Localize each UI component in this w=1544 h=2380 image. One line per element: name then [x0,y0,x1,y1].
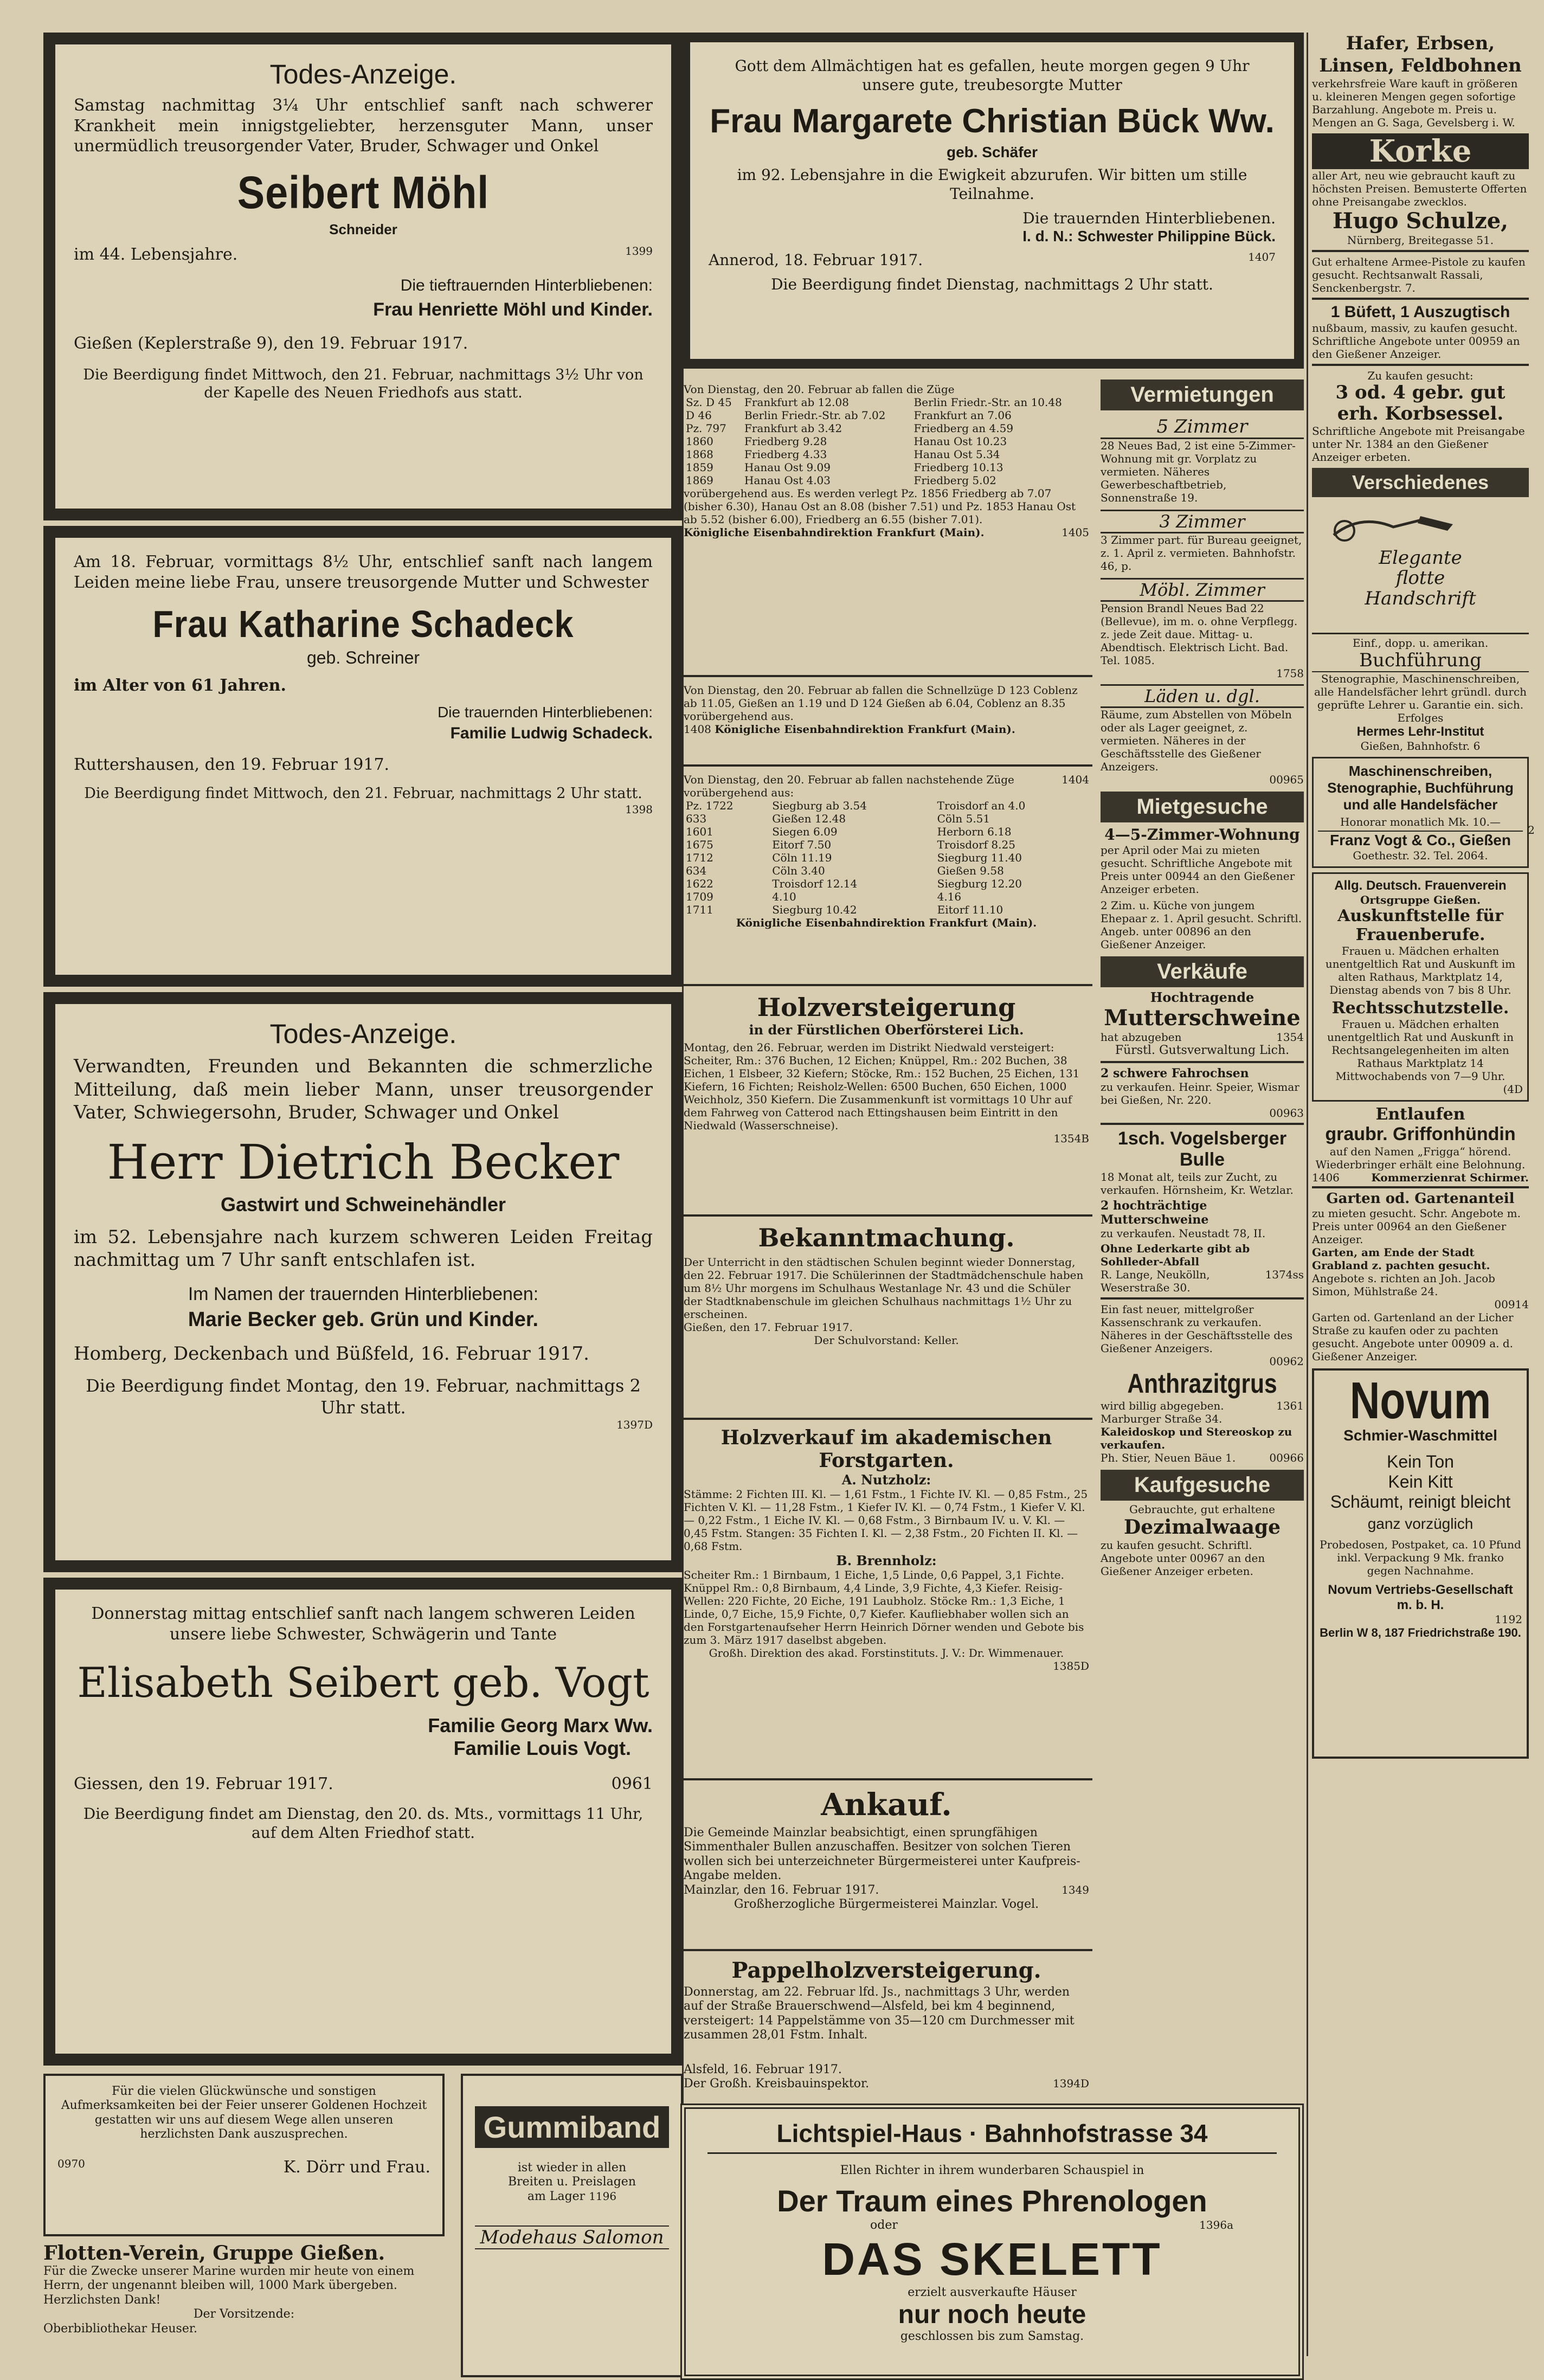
ad-name: Hugo Schulze, [1332,208,1509,234]
notice-intro: Von Dienstag, den 20. Februar ab fallen nachstehende Züge vorübergehend aus: [684,773,1014,799]
ad-heading: Auskunftstelle für Frauenberufe. [1337,906,1503,945]
ad-text: Breiten u. Preislagen [507,2175,636,2189]
ad-name: Hermes Lehr-Institut [1356,724,1484,739]
ad-text: Pension Brandl Neues Bad 22 (Bellevue), im m. o. ohne Verpflegg. z. jede Zeit daue. Mittag- u. Abendtisch. Elektrisch Licht. Bad. Tel. 1085. [1101,602,1298,667]
ad-title: graubr. Griffonhündin [1325,1124,1516,1145]
notice-sign: Königliche Eisenbahndirektion Frankfurt (Main). [684,526,985,539]
divider [1101,1297,1304,1300]
ad-code: 2 [1528,823,1535,837]
obituary-name: Elisabeth Seibert geb. Vogt [77,1658,649,1707]
ad-code: 1349 [1062,1883,1089,1896]
table-row: 1601 Siegen 6.09 Herborn 6.18 [686,825,1012,838]
table-row: 1868 Friedberg 4.33 Hanau Ost 5.34 [686,448,1000,461]
ad-title: Möbl. Zimmer [1101,578,1304,602]
ad-title: Garten od. Gartenanteil [1326,1191,1515,1207]
ad-code: 1361 [1276,1399,1304,1413]
notice-text: Der Unterricht in den städtischen Schulen beginnt wieder Donnerstag, den 22. Februar 1917. Die Schülerinnen der Stadtmädchenschule haben um 8½ Uhr morgens im Schulhaus Westanlage Nr. 43 und die Schüler der Stadtknabenschule im gleichen Schulhaus nachmittags 1½ Uhr zu erscheinen. [684,1256,1084,1321]
table-row: 1709 4.10 4.16 [686,890,962,903]
ad-text: Probedosen, Postpaket, ca. 10 Pfund inkl. Verpackung 9 Mk. franko gegen Nachnahme. [1320,1538,1521,1578]
ad-text: Neues Bad, 2 ist eine 5-Zimmer-Wohnung mit gr. Vorplatz zu vermieten. Näheres Gewerbeschaftbetrieb, Sonnenstraße 19. [1101,439,1296,504]
ad-text: Ein fast neuer, mittelgroßer Kassenschrank zu verkaufen. Näheres in der Geschäftsstelle des Gießener Anzeigers. [1101,1303,1293,1355]
ad-code: 1354 [1276,1031,1304,1044]
ad-text: Gut erhaltene Armee-Pistole zu kaufen gesucht. Rechtsanwalt Rassali, Senckenbergstr. 7. [1312,255,1526,294]
notice-sign: Großherzogliche Bürgermeisterei Mainzlar. Vogel. [734,1897,1039,1911]
obituary-age: im 44. Lebensjahre. [74,245,238,264]
ad-code: 0970 [57,2157,85,2170]
ad-title: 1 Büfett, 1 Auszugtisch [1330,303,1510,321]
ad-code: 1399 [625,244,653,258]
ad-novum [1312,1368,1529,1759]
ad-sub: Schmier-Waschmittel [1343,1427,1497,1444]
ad-code: 00965 [1269,773,1304,786]
mourners-intro: Die tieftrauernden Hinterbliebenen: [400,276,653,294]
mourners-intro: Die trauernden Hinterbliebenen: [438,703,653,721]
ad-text: Garten od. Gartenland an der Licher Straße zu kaufen oder zu pachten gesucht. Angebote unter 00909 a. d. Gießener Anzeiger. [1312,1311,1514,1363]
ad-text: Honorar monatlich Mk. 10.— [1340,815,1501,829]
notice-sign: Der Vorsitzende: [193,2307,295,2321]
section-kaufgesuche: Kaufgesuche [1101,1470,1304,1501]
section-mietgesuche: Mietgesuche [1101,792,1304,822]
mourners-intro: Im Namen der trauernden Hinterbliebenen: [188,1283,539,1304]
ad-title: 2 hochträchtige Mutterschweine [1101,1199,1209,1227]
mourners-intro: Die trauernden Hinterbliebenen. [1022,209,1276,227]
notice-text: Die Gemeinde Mainzlar beabsichtigt, einen sprungfähigen Simmenthaler Bullen anzuschaffen. Besitzer von solchen Tieren wollen sich bei unterzeichneter Bürgermeisterei unter Kaufpreis-Angabe melden. [684,1826,1080,1883]
section-verkaeufe: Verkäufe [1101,956,1304,987]
divider [1312,298,1529,300]
column-rule [1307,33,1308,2356]
table-row: 1712 Cöln 11.19 Siegburg 11.40 [686,851,1022,864]
ad-place: Gießen, Bahnhofstr. 6 [1360,739,1481,752]
notice-sign: Großh. Direktion des akad. Forstinstituts. J. V.: Dr. Wimmenauer. [709,1646,1064,1659]
ad-text: 18 Monat alt, teils zur Zucht, zu verkaufen. Hörnsheim, Kr. Wetzlar. [1101,1170,1294,1197]
notice-sign: Der Schulvorstand: Keller. [814,1334,959,1347]
divider [1312,250,1529,252]
obituary-schadeck [43,526,683,987]
ad-name: Kommerzienrat Schirmer. [1371,1171,1529,1185]
ad-text: am Lager [527,2189,586,2203]
obituary-age: im Alter von 61 Jahren. [74,676,286,695]
notice-date: Gießen, den 17. Februar 1917. [684,1321,853,1334]
ad-code: 1405 [1062,526,1089,539]
ad-code: 1397D [616,1418,653,1431]
ad-place: Nürnberg, Breitegasse 51. [1347,233,1494,247]
ad-title: 5 Zimmer [1101,416,1304,439]
obituary-vogt [43,1578,683,2066]
ad-text: 3 Zimmer part. für Bureau geeignet, z. 1. April z. vermieten. Bahnhofstr. 46, p. [1101,533,1302,573]
column-notices [680,33,1304,2356]
notice-intro: Von Dienstag, den 20. Februar ab fallen die Züge [684,383,955,396]
notice-name: K. Dörr und Frau. [283,2157,430,2177]
ad-text: Kaleidoskop und Stereoskop zu verkaufen. [1101,1425,1292,1452]
ad-text: geschlossen bis zum Samstag. [900,2330,1084,2344]
ad-company: Novum Vertriebs-Gesellschaft m. b. H. [1328,1583,1513,1613]
timetable [684,396,1089,487]
ad-text: zu verkaufen. Neustadt 78, II. [1101,1227,1266,1240]
mourners: Familie Louis Vogt. [453,1737,631,1759]
ad-code: 1394D [1053,2077,1089,2090]
ad-text: zu kaufen gesucht. Schriftl. Angebote unter 00967 an den Gießener Anzeiger erbeten. [1101,1539,1265,1578]
obituary-text: Samstag nachmittag 3¼ Uhr entschlief sanft nach schwerer Krankheit mein innigstgeliebter, herzensguter Mann, unser unermüdlich treusorgender Vater, Bruder, Schwager und Onkel [74,96,653,156]
table-row: D 46 Berlin Friedr.-Str. ab 7.02 Frankfurt an 7.06 [686,409,1012,422]
notice-text: Donnerstag, am 22. Februar lfd. Js., nachmittags 3 Uhr, werden auf der Straße Brauerschwend—Alsfeld, bei km 4 beginnend, versteigert: 14 Pappelstämme von 35—120 cm Durchmesser mit zusammen 28,01 Fstm. Inhalt. [684,1985,1075,2042]
ad-title: Garten, am Ende der Stadt Grabland z. pachten gesucht. [1312,1246,1490,1272]
table-row: 1622 Troisdorf 12.14 Siegburg 12.20 [686,877,1022,890]
ad-text: aller Art, neu wie gebraucht kauft zu höchsten Preisen. Bemusterte Offerten ohne Preisangabe zwecklos. [1312,169,1527,208]
obituary-text: Gott dem Allmächtigen hat es gefallen, heute morgen gegen 9 Uhr unsere gute, treubesorgte Mutter [735,57,1250,94]
ad-film: DAS SKELETT [822,2233,1162,2285]
obituary-text: Am 18. Februar, vormittags 8½ Uhr, entschlief sanft nach langem Leiden meine liebe Frau, unsere treusorgende Mutter und Schwester [74,552,653,592]
divider [680,1949,1092,1951]
obituary-occupation: Gastwirt und Schweinehändler [220,1193,506,1215]
obituary-born: geb. Schäfer [946,144,1038,160]
ad-addr: R. Lange, Neukölln, Weserstraße 30. [1101,1268,1210,1295]
ad-code: 00914 [1494,1298,1529,1311]
obituary-text-2: im 52. Lebensjahre nach kurzem schweren Leiden Freitag nachmittag um 7 Uhr sanft entschlafen ist. [74,1226,653,1271]
obituary-name: Frau Katharine Schadeck [152,603,574,645]
notice-ankauf [680,1784,1092,1946]
ad-code: 00962 [1269,1355,1304,1368]
ad-code: 1407 [1248,250,1276,263]
ad-code: 1406 [1312,1171,1340,1185]
ad-addr: Berlin W 8, 187 Friedrichstraße 190. [1320,1626,1521,1640]
divider [680,1418,1092,1420]
ad-intro: Gebrauchte, gut erhaltene [1129,1503,1275,1516]
section-vermietungen: Vermietungen [1101,379,1304,410]
notice-rail-1 [680,379,1092,672]
notice-date: Mainzlar, den 16. Februar 1917. [684,1883,879,1897]
table-row: Pz. 797 Frankfurt ab 3.42 Friedberg an 4.59 [686,422,1014,435]
table-row: 634 Cöln 3.40 Gießen 9.58 [686,864,1004,877]
ad-heading: Rechtsschutzstelle. [1331,999,1509,1018]
obituary-name: Seibert Möhl [237,166,490,218]
obituary-moehl [43,33,683,520]
divider [1312,364,1529,366]
divider [680,1778,1092,1780]
ad-text: zu verkaufen. Heinr. Speier, Wismar bei Gießen, Nr. 220. [1101,1080,1299,1107]
obituary-text-2: im 92. Lebensjahre in die Ewigkeit abzurufen. Wir bitten um stille Teilnahme. [737,166,1247,203]
notice-sign: Der Großh. Kreisbauinspektor. [684,2077,870,2091]
obituary-born: geb. Schreiner [306,648,420,667]
ad-text: hat abzugeben [1101,1031,1182,1044]
ad-code: 1408 [684,723,711,736]
obituary-becker [43,992,683,1572]
ad-text: per April oder Mai zu mieten gesucht. Schriftliche Angebote mit Preis unter 00944 an den Gießener Anzeiger erbeten. [1101,844,1295,896]
column-classifieds [1312,33,1535,2356]
ad-text: 2 Zim. u. Küche von jungem Ehepaar z. 1. April gesucht. Schriftl. Angeb. unter 00896 an den Gießener Anzeiger. [1101,899,1302,951]
notice-flotten [43,2242,445,2377]
ad-intro: Zu kaufen gesucht: [1367,369,1474,382]
notice-title: Pappelholzversteigerung. [731,1958,1041,1983]
ad-text: verkehrsfreie Ware kauft in größeren u. kleineren Mengen gegen sofortige Barzahlung. Angebote m. Preis u. Mengen an G. Saga, Gevelsberg i. W. [1312,76,1518,129]
obituary-name: Herr Dietrich Becker [107,1134,620,1190]
notice-date: Alsfeld, 16. Februar 1917. [684,2063,842,2076]
ad-text: auf den Namen „Frigga“ hörend. Wiederbringer erhält eine Belohnung. [1315,1145,1526,1172]
mourners: Marie Becker geb. Grün und Kinder. [188,1308,539,1331]
ad-text: erzielt ausverkaufte Häuser [908,2285,1077,2299]
mourners: Frau Henriette Möhl und Kinder. [373,299,653,320]
ad-text: Angebote s. richten an Joh. Jacob Simon, Mühlstraße 24. [1312,1272,1495,1298]
ad-text: Ohne Lederkarte gibt ab Sohlleder-Abfall [1101,1242,1250,1269]
notice-rail-2 [680,680,1092,762]
ad-text: Ellen Richter in ihrem wunderbaren Schauspiel in [840,2164,1144,2177]
ad-title: 2 schwere Fahrochsen [1101,1066,1249,1081]
ad-title: Novum [1349,1372,1491,1430]
divider [680,1214,1092,1217]
ad-code: (4D [1503,1083,1523,1096]
table-row: 1859 Hanau Ost 9.09 Friedberg 10.13 [686,461,1003,474]
funeral-note: Die Beerdigung findet Dienstag, nachmittags 2 Uhr statt. [771,275,1213,293]
ad-code: 00966 [1269,1451,1304,1465]
ad-film: Der Traum eines Phrenologen [777,2184,1207,2218]
notice-bekannt [680,1220,1092,1415]
notice-rail-3 [680,770,1092,981]
place-date: Ruttershausen, den 19. Februar 1917. [74,755,390,774]
ad-code: 1398 [625,802,653,816]
ad-text: Elegante [1379,546,1462,569]
obituary-heading: Todes-Anzeige. [269,1019,457,1049]
ad-title: Mutterschweine [1104,1005,1301,1031]
ad-code: 1385D [1053,1659,1089,1673]
ad-title: 1sch. Vogelsberger Bulle [1117,1128,1287,1170]
mourners: Familie Georg Marx Ww. [428,1714,653,1736]
ad-intro: Hochtragende [1150,989,1254,1005]
official-notices [680,379,1092,2060]
ad-title: Dezimalwaage [1123,1516,1281,1539]
divider [1101,1061,1304,1063]
obituary-heading: Todes-Anzeige. [269,59,457,89]
notice-pappel [680,1954,1092,2060]
ad-text: Einf., dopp. u. amerikan. [1352,636,1489,649]
notice-doerr [43,2074,445,2236]
ad-text: flotte [1395,567,1445,589]
table-row: 1711 Siegburg 10.42 Eitorf 11.10 [686,903,1003,916]
ad-code: 1758 [1276,667,1304,680]
ad-code: 28 [1101,439,1115,452]
notice-sign: Königliche Eisenbahndirektion Frankfurt (Main). [715,723,1015,736]
ad-sign: Ph. Stier, Neuen Bäue 1. [1101,1451,1236,1465]
ad-title: Allg. Deutsch. Frauenverein [1334,878,1507,893]
ad-text: Stenographie, Maschinenschreiben, alle Handelsfächer lehrt gründl. durch geprüfte Lehrer u. Garantie ein. sich. Erfolges [1314,672,1527,724]
notice-sub: B. Brennholz: [836,1553,937,1568]
notice-text: Von Dienstag, den 20. Februar ab fallen die Schnellzüge D 123 Coblenz ab 11.05, Gießen an 1.19 und D 124 Gießen ab 6.04, Coblenz an 8.35 vorübergehend aus. [684,684,1078,723]
notice-sub: A. Nutzholz: [841,1472,931,1488]
ad-vogt-schule [1312,757,1535,869]
place-date: Giessen, den 19. Februar 1917. [74,1774,333,1793]
ad-text: ist wieder in allen [517,2161,627,2175]
notice-title: Bekanntmachung. [758,1223,1015,1252]
place-date: Homberg, Deckenbach und Büßfeld, 16. Februar 1917. [74,1342,589,1365]
ad-addr: Goethestr. 32. Tel. 2064. [1353,849,1488,863]
divider [680,675,1092,677]
ad-text: zu mieten gesucht. Schr. Angebote m. Preis unter 00964 an den Gießener Anzeiger. [1312,1207,1521,1246]
ad-sign: Fürstl. Gutsverwaltung Lich. [1115,1044,1290,1057]
ad-code: 1196 [589,2189,617,2203]
ad-gummiband [461,2074,683,2377]
obituary-name: Frau Margarete Christian Bück Ww. [710,102,1275,140]
place-date: Gießen (Keplerstraße 9), den 19. Februar 1917. [74,334,468,353]
ad-text: Kein Kitt [1388,1472,1453,1492]
obituary-text: Verwandten, Freunden und Bekannten die schmerzliche Mitteilung, daß mein lieber Mann, unser treusorgender Vater, Schwiegersohn, Bruder, Schwager und Onkel [74,1056,653,1123]
divider [1101,1123,1304,1125]
ad-title: Gummiband [475,2106,669,2148]
ad-handschrift [1312,497,1529,634]
ad-title: 3 od. 4 gebr. gut erh. Korbsessel. [1335,381,1506,424]
pen-hand-icon [1312,497,1529,546]
notice-text: Scheiter Rm.: 1 Birnbaum, 1 Eiche, 1,5 Linde, 0,6 Pappel, 3,1 Fichte. Knüppel Rm.: 0,8 Birnbaum, 4,4 Linde, 3,9 Fichte, 4,3 Kiefer. Reisig-Wellen: 220 Fichte, 20 Eiche, 191 Laubholz. Stöcke Rm.: 1,3 Eiche, 1 Linde, 0,7 Eiche, 15,9 Fichte, 0,7 Kiefer. Kaufliebhaber wollen sich an den Forstgartenaufseher Herrn Heinrich Dörner wenden und Gebote bis zum 3. März 1917 daselbst abgeben. [684,1568,1084,1646]
mourners: I. d. N.: Schwester Philippine Bück. [1022,228,1276,245]
table-row: 1860 Friedberg 9.28 Hanau Ost 10.23 [686,435,1007,448]
notice-holz-2 [680,1423,1092,1776]
ad-title: Läden u. dgl. [1101,684,1304,708]
divider [680,984,1092,986]
notice-sign: Königliche Eisenbahndirektion Frankfurt (Main). [736,916,1037,929]
notice-holz-1 [680,989,1092,1212]
ad-code: 1192 [1495,1613,1522,1626]
funeral-note: Die Beerdigung findet Montag, den 19. Februar, nachmittags 2 Uhr statt. [86,1375,641,1418]
ad-text: Räume, zum Abstellen von Möbeln oder als Lager geeignet, z. vermieten. Näheres in der Geschäftsstelle des Gießener Anzeigers. [1101,708,1292,773]
ad-text: Kein Ton [1387,1452,1454,1472]
funeral-note: Die Beerdigung findet Mittwoch, den 21. Februar, nachmittags 2 Uhr statt. [84,785,642,802]
table-row: 1675 Eitorf 7.50 Troisdorf 8.25 [686,838,1015,851]
notice-sign: Oberbibliothekar Heuser. [43,2321,197,2336]
notice-text: Stämme: 2 Fichten III. Kl. — 1,61 Fstm., 1 Fichte IV. Kl. — 0,85 Fstm., 25 Fichten V. Kl. — 11,28 Fstm., 1 Kiefer IV. Kl. — 0,74 Fstm., 1 Kiefer V. Kl. — 0,22 Fstm., 1 Eiche IV. Kl. — 0,68 Fstm., 3 Birnbaum IV. u. V. Kl. — 0,45 Fstm. Stangen: 35 Fichten I. Kl. — 2,38 Fstm., 20 Fichten II. Kl. — 0,68 Fstm. [684,1488,1088,1553]
funeral-note: Die Beerdigung findet am Dienstag, den 20. ds. Mts., vormittags 11 Uhr, auf dem Alten Friedhof statt. [83,1804,644,1842]
ad-title: 4—5-Zimmer-Wohnung [1104,826,1300,844]
ad-text: nußbaum, massiv, zu kaufen gesucht. Schriftliche Angebote unter 00959 an den Gießener Anzeiger. [1312,321,1520,361]
notice-text: Montag, den 26. Februar, werden im Distrikt Niedwald versteigert: Scheiter, Rm.: 376 Buchen, 12 Eichen; Knüppel, Rm.: 202 Buchen, 38 Eichen, 1 Elsbeer, 32 Kiefern; Stöcke, Rm.: 152 Buchen, 25 Eichen, 131 Kiefern, 16 Fichten; Reisholz-Wellen: 6500 Buchen, 650 Eichen, 1000 Weichholz, 350 Kiefern. Die Zusammenkunft ist vormittags 10 Uhr auf dem Fahrweg von Catterod nach Ettingshausen beim Eintritt in den Niedwald (Wasserschneise). [684,1041,1080,1132]
table-row: 633 Gießen 12.48 Cöln 5.51 [686,812,990,825]
ad-text: Schäumt, reinigt bleicht [1330,1492,1511,1512]
ad-title: Hafer, Erbsen, Linsen, Feldbohnen [1319,33,1522,76]
ad-name: Franz Vogt & Co., Gießen [1318,831,1523,849]
notice-text: vorübergehend aus. Es werden verlegt Pz. 1856 Friedberg ab 7.07 (bisher 6.30), Hanau Ost an 8.08 (bisher 7.51) und Pz. 1853 Hanau Ost ab 5.52 (bisher 6.00), Friedberg an 6.55 (bisher 7.01). [684,487,1076,526]
ad-cinema [680,2104,1304,2380]
ad-text: wird billig abgegeben. Marburger Straße 34. [1101,1399,1224,1426]
notice-pappel-footer [680,2063,1092,2101]
notice-title: Holzversteigerung [757,993,1016,1022]
ad-title: Entlaufen [1375,1105,1465,1124]
obituary-bueck [680,33,1304,369]
notice-text: Für die vielen Glückwünsche und sonstigen Aufmerksamkeiten bei der Feier unserer Goldenen Hochzeit gestatten wir uns auf diesem Wege allen unseren herzlichsten Dank auszusprechen. [61,2085,427,2141]
ad-title: Buchführung [1312,649,1529,672]
timetable [684,799,1089,916]
ad-text: oder [870,2218,898,2233]
obituary-occupation: Schneider [329,221,397,237]
table-row: Pz. 1722 Siegburg ab 3.54 Troisdorf an 4.0 [686,799,1026,812]
notice-title: Holzverkauf im akademischen Forstgarten. [720,1426,1052,1472]
ad-text: Schriftliche Angebote mit Preisangabe unter Nr. 1384 an den Gießener Anzeiger erbeten. [1312,424,1525,464]
classifieds [1101,379,1304,2076]
table-row: 1869 Hanau Ost 4.03 Friedberg 5.02 [686,474,996,487]
ad-sub: Ortsgruppe Gießen. [1360,893,1481,907]
ad-title: Korke [1312,133,1529,169]
place-date: Annerod, 18. Februar 1917. [709,251,923,269]
mourners: Familie Ludwig Schadeck. [450,724,653,742]
ad-shop: Modehaus Salomon [475,2225,669,2249]
ad-code: 1396a [1199,2218,1233,2232]
ad-code: 1374ss [1265,1268,1304,1282]
ad-title: Lichtspiel-Haus · Bahnhofstrasse 34 [707,2119,1277,2154]
ad-text: Frauen u. Mädchen erhalten unentgeltlich Rat und Auskunft im alten Rathaus, Marktplatz 14, Dienstag abends von 7 bis 8 Uhr. [1325,944,1516,997]
section-verschiedenes: Verschiedenes [1312,468,1529,497]
ad-code: 00963 [1269,1107,1304,1120]
divider [680,764,1092,767]
ad-frauenverein [1312,872,1529,1102]
column-obituaries [43,33,683,2356]
notice-title: Ankauf. [821,1787,952,1823]
ad-code: 1404 [1062,773,1089,786]
ad-text: ganz vorzüglich [1367,1515,1474,1533]
ad-code: 0961 [611,1774,653,1793]
notice-heading: Flotten-Verein, Gruppe Gießen. [43,2242,385,2265]
obituary-text: Donnerstag mittag entschlief sanft nach langem schweren Leiden unsere liebe Schwester, Schwägerin und Tante [91,1604,635,1644]
ad-code: 1354B [1053,1132,1089,1145]
divider [1312,1186,1529,1188]
ad-text: nur noch heute [898,2300,1086,2330]
ad-text: Frauen u. Mädchen erhalten unentgeltlich Rat und Auskunft in Rechtsangelegenheiten im alten Rathaus Marktplatz 14 Mittwochabends von 7—9 Uhr. [1327,1018,1514,1083]
notice-text: Für die Zwecke unserer Marine wurden mir heute von einem Herrn, der ungenannt bleiben will, 1000 Mark übergeben. Herzlichsten Dank! [43,2265,415,2307]
ad-text: Handschrift [1365,587,1476,609]
ad-title: Anthrazitgrus [1127,1368,1277,1399]
ad-text: Maschinenschreiben, Stenographie, Buchführung und alle Handelsfächer [1327,762,1514,813]
table-row: Sz. D 45 Frankfurt ab 12.08 Berlin Friedr.-Str. an 10.48 [686,396,1062,409]
notice-sub: in der Fürstlichen Oberförsterei Lich. [749,1022,1024,1038]
ad-title: 3 Zimmer [1101,510,1304,533]
funeral-note: Die Beerdigung findet Mittwoch, den 21. Februar, nachmittags 3½ Uhr von der Kapelle des Neuen Friedhofs aus statt. [83,366,644,402]
